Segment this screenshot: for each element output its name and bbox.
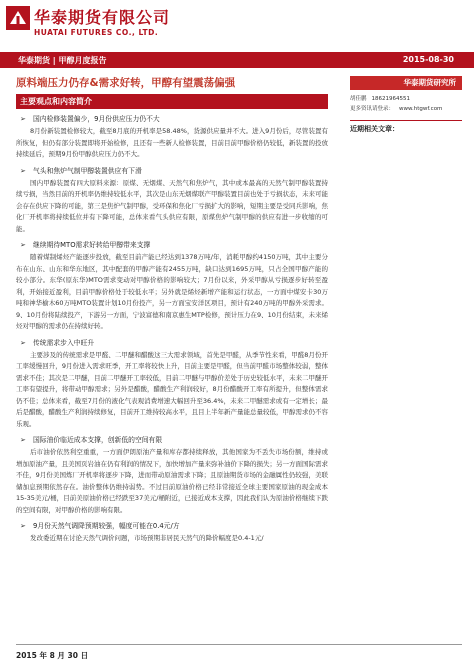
bullet-icon: ➢ (20, 522, 26, 530)
section-heading: 国际油价临近成本支撑，创新低的空间有限 (33, 436, 163, 444)
bullet-icon: ➢ (20, 241, 26, 249)
website-link[interactable]: www.htgwf.com (399, 106, 443, 112)
section-text: 8月份新装置检修较大，截至8月底的开机率是58.48%，货源供应量并不大。进入9月份后，尽管装置有所恢复，但仍有部分装置即将开始检修，且还有一些新人检修装置，目前目前甲醇价格仍较低，新装置的投放持续延后，预期9月份甲醇供应压力仍不大。 (16, 127, 328, 158)
bullet-icon: ➢ (20, 436, 26, 444)
report-type-label: 华泰期货 | 甲醇月度报告 (18, 56, 107, 65)
recent-articles-label: 近期相关文章： (350, 120, 462, 136)
section-heading: 9月份天然气调降预期较强，幅度可能在0.4元/方 (33, 522, 180, 530)
report-date: 2015-08-30 (402, 55, 454, 64)
company-name-cn: 华泰期货有限公司 (34, 8, 171, 27)
section-oil (16, 435, 328, 516)
report-header (0, 0, 474, 48)
section-natural-gas (16, 521, 328, 545)
analyst-contact (350, 94, 462, 114)
section-heading: 国内检修装置偏少，9月份供应压力仍不大 (33, 115, 160, 123)
section-heading: 继续期待MTO需求好转给甲醇带来支撑 (33, 241, 151, 249)
more-info-label: 更多资讯请登录： (350, 106, 395, 112)
company-name-en: HUATAI FUTURES CO., LTD. (34, 28, 159, 37)
report-main-column (16, 76, 328, 545)
section-text: 随着煤制烯烃产能逐步投放，截至目前产能已经达到1378万吨/年，消耗甲醇约4150万吨，其中主要分布在山东、山东和华东地区，其中配套的甲醇产能有2455万吨，缺口达到1695万吨，只占全国甲醇产能的较小部分。东华(原东华)MTO需求变动对甲醇价格的影响较大；7月份以来，外采甲醇从亏损逐步好转至盈利，开始接近盈利，目前甲醇价格处于较低水平；另外就是烯烃新增产能和运行状态，一方面中煤安卡30万吨和神华榆木60万吨MTO装置计划10月份投产，另一方面宝安洋区项目，预计有240万吨的甲醇外采需求。9、10月份将陆续投产，下游另一方面，宁波富德和南京惠生MTP检修，预计压力在9、10月份结束，未来烯烃对甲醇的需求仍在持续好转。 (16, 253, 328, 330)
report-footer (16, 650, 462, 661)
footer-divider (16, 644, 462, 645)
report-title: 原料端压力仍存&需求好转，甲醇有望震荡偏强 (16, 77, 236, 89)
bullet-icon: ➢ (20, 338, 26, 347)
section-text: 国内甲醇装置有四大原料来源：原煤、无烟煤、天然气和焦炉气，其中或本最高的天然气制甲醇装置持续亏损，当然目前的开机率仍维持较低水平，其次是山东无烟煤联产甲醇装置目前也处于亏损状态，未来可能会存在供应下降的可能，第三是焦炉气制甲醇，受环保和焦化厂亏损扩大的影响，短期主要是受同兵影响，焦化厂开机率将持续低位并有下降可能，总体来看气头供应有限，原煤焦炉气制甲醇的供应有进一步收缩的可能。 (16, 178, 328, 233)
huatai-logo-icon (6, 6, 30, 30)
analyst-phone: 18621964551 (371, 96, 411, 102)
analyst-name: 胡佳鹏 (350, 96, 367, 102)
bullet-icon: ➢ (20, 115, 26, 123)
section-heading: 传统需求步入中旺升 (33, 338, 95, 347)
section-heading: 气头和焦炉气制甲醇装置供应有下滑 (33, 166, 142, 175)
section-text: 发改委近期在讨论天然气调价问题，市场预期非居民天然气的降价幅度是0.4-1元/ (30, 534, 264, 542)
section-text: 主要涉及的传统需求是甲醛、二甲醚和醋酸这三大需求领域，首先是甲醛，从季节性来看，甲醛8月份开工率缓慢回升，9月份进入需求旺季，开工率将较快上升，目前主要是甲醛，但当前甲醛市场整体较弱，整体需求不佳；其次是二甲醚，目前二甲醚开工率较低，目前二甲醚与甲醇价差处于历史较低水平，未来二甲醚开工率有望提升，将带动甲醇需求；另外是醋酸，醋酸生产利润较好，8月份醋酸开工率有所提升，但整体需求仍不佳；总体来看，截至7月份的液化气表观消费增速大幅回升至36.4%，未来二甲醚需求或有一定增长；最后是醋酸，醋酸生产利润持续修复，目前开工维持较高水平，且目上半年新产量能总量较低，甲醇需求仍不容乐观。 (16, 350, 328, 428)
sidebar-heading: 华泰期货研究所 (350, 76, 462, 90)
section-text: 后市油价依然利空重重，一方面伊朗原油产量和库存都持续释放，其他国家为不丢失市场份额，维持或增加原油产量，且美国页岩油在仍有利润的情况下，加快增加产量来弥补油价下降的损失；另一方面国际需求不佳，9月份美国炼厂开机率将逐步下降，进而带动原油需求下降；且原油期货市场的金融属性仍较强，美联储加息预期依然存在。油价整体仍维持弱势。不过目前原油价格已经非常接近全球主要国家原油的现金成本15-35美元/桶，目前美原油价格已经跌至37美元/桶附近，已接近成本支撑，因此我们认为原油价格继续下跌的空间有限，对甲醇价格的影响有限。 (16, 448, 328, 514)
section-supply (16, 114, 328, 161)
section-mto (16, 240, 328, 333)
bullet-icon: ➢ (20, 166, 26, 175)
footer-date: 2015 年 8 月 30 日 (16, 651, 89, 660)
summary-heading: 主要观点和内容简介 (16, 94, 328, 109)
report-sidebar (350, 76, 462, 136)
section-traditional-demand (16, 338, 328, 431)
section-gas-coke (16, 166, 328, 236)
report-band (0, 52, 474, 68)
